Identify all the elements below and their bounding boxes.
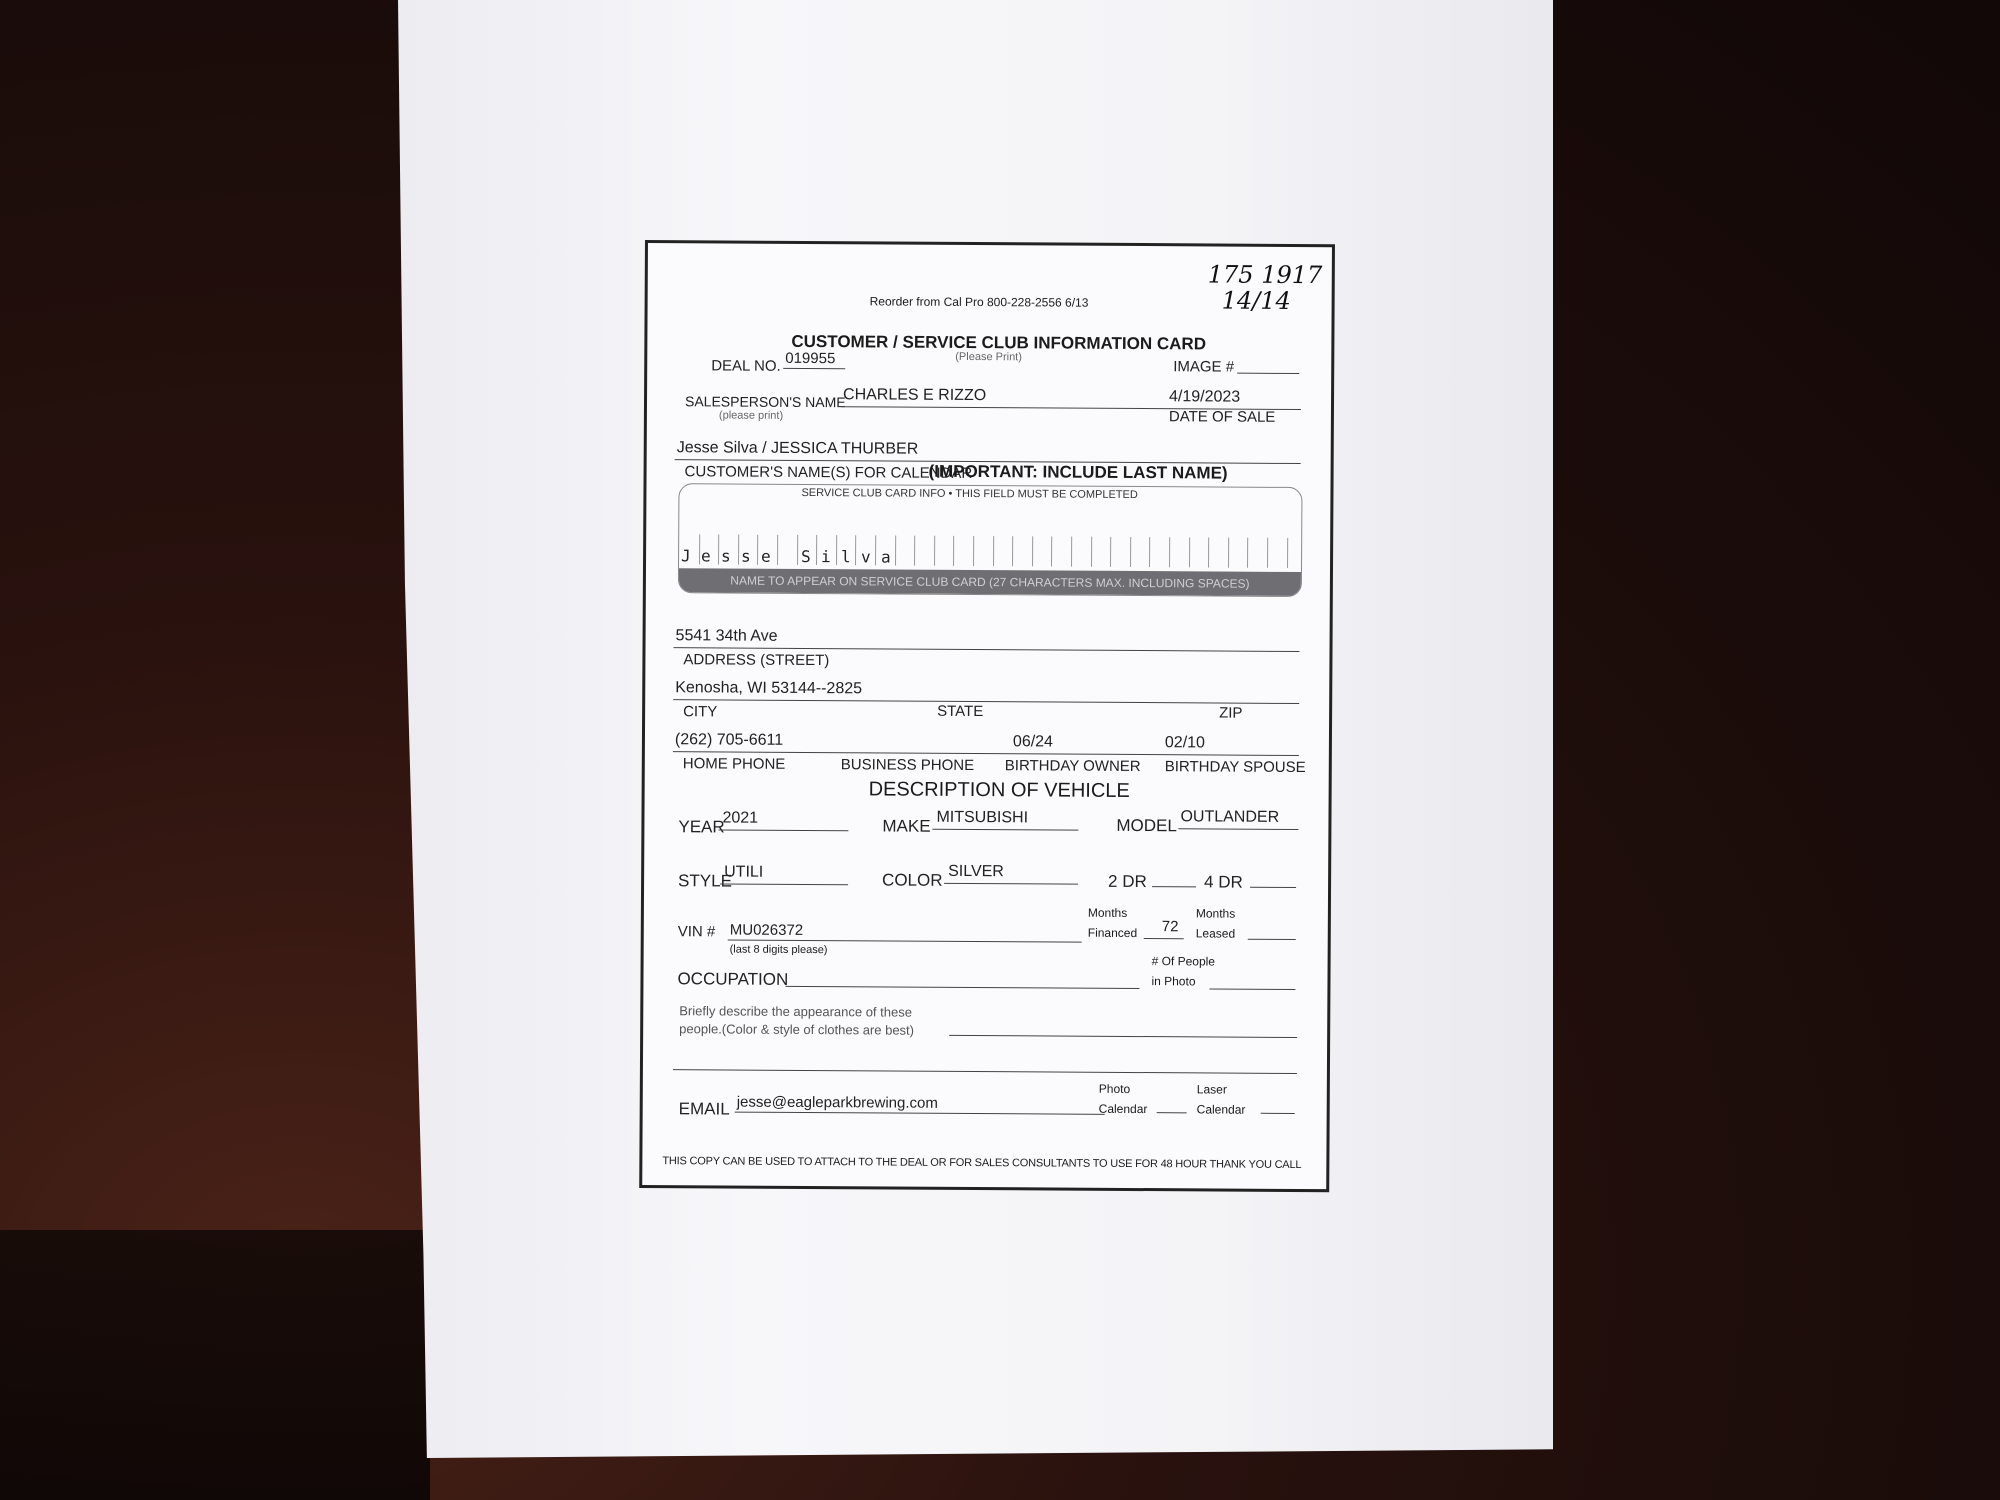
- make-label: MAKE: [882, 816, 931, 836]
- character-box-divider: [1071, 537, 1072, 567]
- card-title: CUSTOMER / SERVICE CLUB INFORMATION CARD: [791, 331, 1207, 354]
- service-club-letter: e: [760, 546, 771, 566]
- character-box-divider: [1169, 537, 1170, 567]
- character-box-divider: [953, 536, 954, 566]
- business-phone-label: BUSINESS PHONE: [840, 756, 975, 775]
- address-value: 5541 34th Ave: [675, 627, 778, 645]
- vin-value: MU026372: [729, 921, 804, 939]
- character-box-divider: [973, 536, 974, 566]
- months-leased-label-2: Leased: [1195, 926, 1236, 941]
- two-door-label: 2 DR: [1108, 871, 1147, 892]
- city-state-zip-value: Kenosha, WI 53144--2825: [675, 679, 863, 698]
- character-box-divider: [1012, 536, 1013, 566]
- color-value: SILVER: [948, 862, 1004, 881]
- handwritten-number: 175 1917: [1207, 260, 1323, 290]
- character-box-divider: [777, 535, 778, 565]
- character-box-divider: [1247, 538, 1248, 568]
- calendar-names-label: CUSTOMER'S NAME(S) FOR CALENDAR: [684, 463, 973, 483]
- people-in-photo-label-1: # Of People: [1151, 954, 1216, 969]
- service-club-letter: v: [860, 547, 871, 567]
- character-box-divider: [836, 535, 837, 565]
- service-club-letter: J: [681, 546, 691, 566]
- service-club-letter: i: [820, 547, 831, 567]
- birthday-spouse-label: BIRTHDAY SPOUSE: [1164, 758, 1306, 777]
- character-box-divider: [757, 535, 758, 565]
- reorder-info: Reorder from Cal Pro 800-228-2556 6/13: [869, 294, 1089, 310]
- home-phone-label: HOME PHONE: [682, 755, 786, 773]
- character-box-divider: [1051, 536, 1052, 566]
- card-footer: THIS COPY CAN BE USED TO ATTACH TO THE DEAL OR FOR SALES CONSULTANTS TO USE FOR 48 HOUR THANK YOU CALL: [662, 1155, 1302, 1172]
- home-phone-value: (262) 705-6611: [674, 731, 784, 749]
- occupation-label: OCCUPATION: [677, 969, 789, 989]
- email-label: EMAIL: [678, 1099, 730, 1119]
- service-club-strip: NAME TO APPEAR ON SERVICE CLUB CARD (27 CHARACTERS MAX. INCLUDING SPACES): [679, 568, 1301, 596]
- birthday-owner-value: 06/24: [1012, 733, 1054, 751]
- color-label: COLOR: [882, 870, 943, 890]
- vin-hint: (last 8 digits please): [729, 943, 828, 957]
- character-box-divider: [1208, 537, 1209, 567]
- image-no-label: IMAGE #: [1173, 358, 1235, 376]
- birthday-spouse-value: 02/10: [1164, 734, 1206, 752]
- months-financed-label-2: Financed: [1087, 925, 1138, 941]
- character-boxes: [679, 534, 1301, 568]
- character-box-divider: [1287, 538, 1288, 568]
- character-box-divider: [718, 534, 719, 564]
- calendar-names-value: Jesse Silva / JESSICA THURBER: [676, 439, 919, 458]
- character-box-divider: [816, 535, 817, 565]
- service-club-letter: l: [840, 547, 851, 567]
- character-box-divider: [797, 535, 798, 565]
- character-box-divider: [855, 535, 856, 565]
- service-club-letter: s: [720, 546, 731, 566]
- state-label: STATE: [937, 702, 984, 721]
- months-leased-label-1: Months: [1195, 906, 1236, 921]
- character-box-divider: [1267, 538, 1268, 568]
- character-box-divider: [1032, 536, 1033, 566]
- service-club-letter: s: [740, 546, 751, 566]
- character-box-divider: [993, 536, 994, 566]
- photo-calendar-label-2: Calendar: [1098, 1101, 1148, 1117]
- zip-label: ZIP: [1219, 704, 1243, 722]
- style-label: STYLE: [678, 871, 733, 891]
- laser-calendar-label-1: Laser: [1196, 1082, 1227, 1097]
- character-box-divider: [914, 536, 915, 566]
- handwritten-fraction: 14/14: [1221, 286, 1291, 315]
- customer-info-card: [639, 240, 1335, 1192]
- make-value: MITSUBISHI: [936, 808, 1029, 827]
- photo-calendar-label-1: Photo: [1098, 1081, 1131, 1096]
- date-of-sale-value: 4/19/2023: [1169, 388, 1241, 406]
- character-box-divider: [699, 534, 700, 564]
- vin-label: VIN #: [677, 923, 716, 941]
- laser-calendar-label-2: Calendar: [1196, 1102, 1246, 1117]
- four-door-label: 4 DR: [1204, 872, 1243, 892]
- address-label: ADDRESS (STREET): [683, 651, 830, 670]
- style-value: UTILI: [724, 863, 764, 881]
- important-note: (IMPORTANT: INCLUDE LAST NAME): [928, 461, 1228, 483]
- vehicle-heading: DESCRIPTION OF VEHICLE: [868, 778, 1130, 802]
- character-box-divider: [1149, 537, 1150, 567]
- city-label: CITY: [683, 703, 718, 721]
- service-club-box: [678, 483, 1303, 597]
- describe-label-2: people.(Color & style of clothes are best): [679, 1021, 915, 1038]
- character-box-divider: [1110, 537, 1111, 567]
- date-of-sale-label: DATE OF SALE: [1168, 408, 1276, 426]
- character-box-divider: [1228, 538, 1229, 568]
- character-box-divider: [1189, 537, 1190, 567]
- desk-surface: [0, 1230, 430, 1500]
- email-value: jesse@eagleparkbrewing.com: [736, 1093, 938, 1112]
- please-print-note: (Please Print): [955, 350, 1022, 364]
- service-club-letter: S: [800, 546, 811, 567]
- describe-label-1: Briefly describe the appearance of these: [679, 1003, 913, 1020]
- salesperson-hint: (please print): [718, 409, 784, 422]
- character-box-divider: [1130, 537, 1131, 567]
- service-club-letter: e: [700, 546, 711, 566]
- character-box-divider: [875, 535, 876, 565]
- deal-no-label: DEAL NO.: [711, 357, 781, 375]
- model-value: OUTLANDER: [1180, 808, 1280, 826]
- months-financed-label-1: Months: [1087, 905, 1128, 920]
- year-label: YEAR: [678, 817, 725, 837]
- character-box-divider: [738, 535, 739, 565]
- birthday-owner-label: BIRTHDAY OWNER: [1004, 757, 1141, 776]
- months-financed-value: 72: [1161, 918, 1179, 936]
- service-club-letter: a: [880, 547, 891, 567]
- salesperson-value: CHARLES E RIZZO: [843, 386, 987, 405]
- character-box-divider: [1091, 537, 1092, 567]
- salesperson-label: SALESPERSON'S NAME: [684, 393, 846, 411]
- service-club-header: SERVICE CLUB CARD INFO • THIS FIELD MUST BE COMPLETED: [801, 486, 1138, 502]
- model-label: MODEL: [1116, 815, 1177, 836]
- character-box-divider: [934, 536, 935, 566]
- year-value: 2021: [722, 809, 759, 827]
- character-box-divider: [895, 536, 896, 566]
- people-in-photo-label-2: in Photo: [1151, 974, 1196, 989]
- deal-no-value: 019955: [785, 349, 836, 368]
